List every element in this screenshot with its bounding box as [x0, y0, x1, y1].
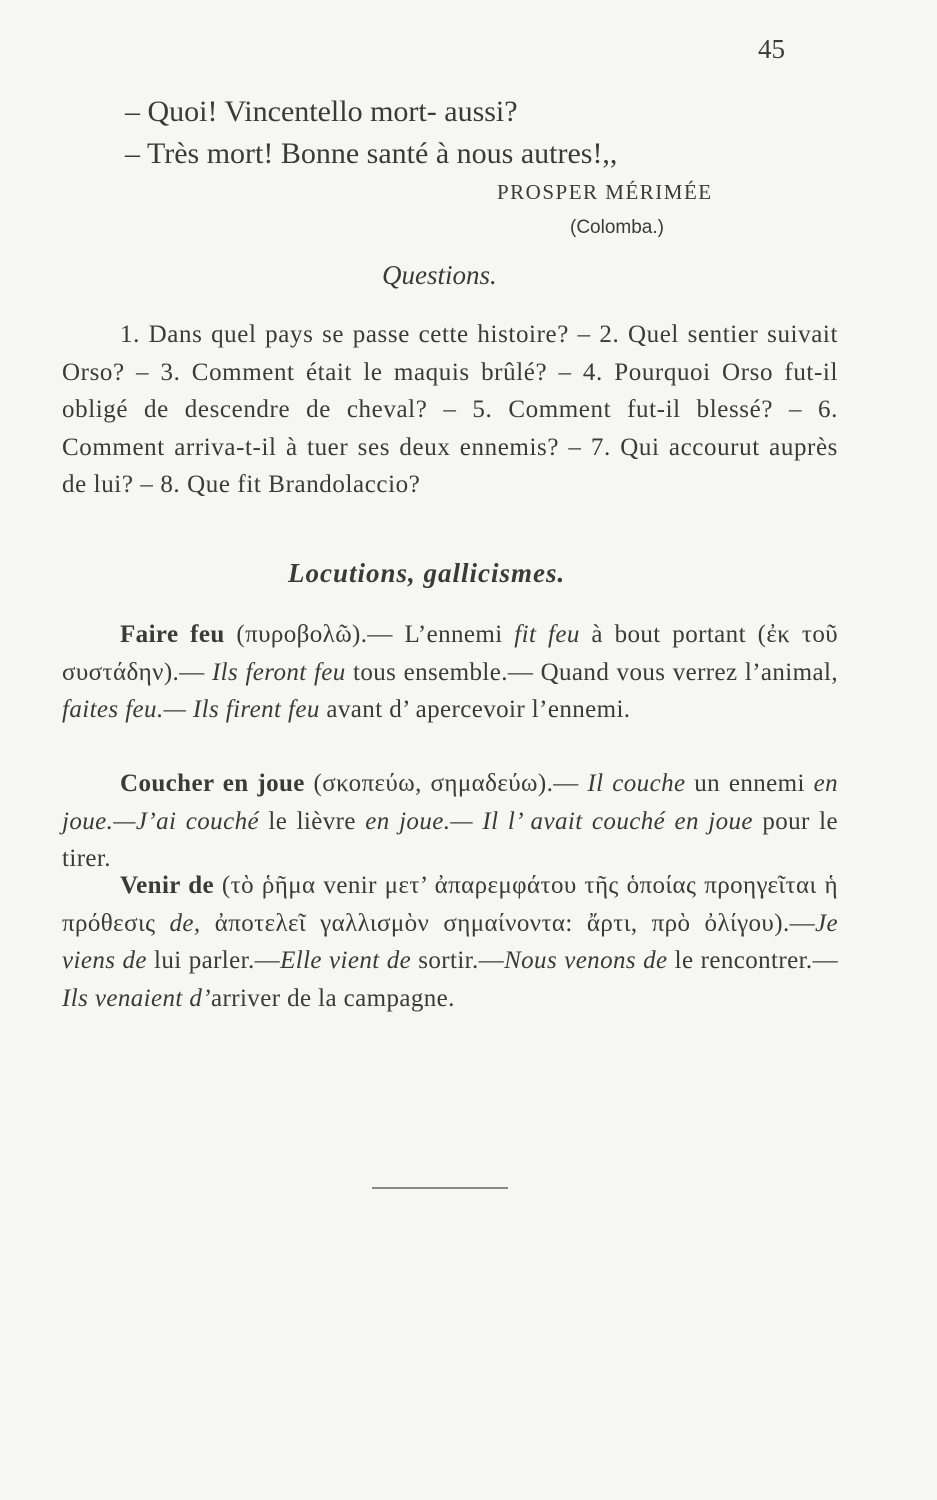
- locution-example: de,: [169, 909, 201, 937]
- questions-heading: Questions.: [382, 260, 497, 290]
- locution-example: Ils venaient d’: [62, 984, 212, 1012]
- locution-example: faites feu.— Ils firent feu: [62, 696, 320, 723]
- page-number: 45: [758, 34, 785, 64]
- locution-text: le lièvre: [258, 807, 366, 835]
- locution-example: Ils feront feu: [211, 658, 346, 686]
- locution-text: un ennemi: [685, 770, 814, 797]
- locutions-heading: Locutions, gallicismes.: [288, 558, 566, 588]
- locution-entry-venir-de: [62, 867, 838, 1017]
- locution-term: Coucher en joue: [120, 770, 305, 797]
- dialogue-line-1: – Quoi! Vincentello mort- aussi?: [125, 95, 518, 128]
- locution-text: sortir.—: [411, 947, 505, 974]
- locution-text: avant d’ apercevoir l’ennemi.: [319, 696, 631, 723]
- locution-text: à bout portant (ἐκ τοῦ συστάδην).—: [62, 621, 839, 686]
- locution-term: Venir de: [120, 872, 215, 899]
- locution-text: ἀποτελεῖ γαλλισμὸν σημαίνοντα: ἄρτι, πρὸ ὀλίγου).—: [200, 909, 815, 937]
- locution-text: lui parler.—: [146, 947, 281, 974]
- locution-example: Elle vient de: [280, 947, 412, 974]
- locution-text: le rencontrer.—: [667, 947, 838, 974]
- locution-example: en joue.— Il l’ avait couché en joue: [365, 807, 753, 835]
- locution-text: arriver de la campagne.: [211, 984, 455, 1012]
- locution-entry-faire-feu: [62, 616, 838, 729]
- locution-text: (σκοπεύω, σημαδεύω).—: [304, 770, 588, 797]
- locution-text: tous ensemble.— Quand vous verrez l’animal,: [345, 658, 838, 686]
- locution-text: (τὸ ῥῆμα venir μετ’ ἀπαρεμφάτου τῆς ὁποίας προηγεῖται ἡ πρόθεσις: [62, 872, 838, 937]
- locution-entry-coucher-en-joue: [62, 765, 838, 878]
- questions-paragraph: 1. Dans quel pays se passe cette histoire? – 2. Quel sentier suivait Orso? – 3. Comment était le maquis brûlé? – 4. Pourquoi Orso fut-il obligé de descendre de cheval? – 5. Comment fut-il blessé? – 6. Comment arriva-t-il à tuer ses deux ennemis? – 7. Qui accourut auprès de lui? – 8. Que fit Brandolaccio?: [62, 321, 838, 498]
- work-title: (Colomba.): [570, 217, 664, 238]
- locution-text: pour le tirer.: [62, 807, 838, 872]
- locution-example: Je viens de: [62, 909, 838, 974]
- section-divider: [372, 1187, 508, 1189]
- locution-text: (πυροβολῶ).— L’ennemi: [224, 621, 515, 648]
- dialogue-line-2: – Très mort! Bonne santé à nous autres!,,: [125, 137, 618, 170]
- locution-example: Il couche: [587, 770, 686, 797]
- author-name: PROSPER MÉRIMÉE: [497, 180, 713, 204]
- locution-example: fit feu: [514, 621, 580, 648]
- locution-term: Faire feu: [120, 621, 225, 648]
- locution-example: Nous venons de: [504, 947, 668, 974]
- locution-example: en joue.—J’ai couché: [62, 770, 838, 835]
